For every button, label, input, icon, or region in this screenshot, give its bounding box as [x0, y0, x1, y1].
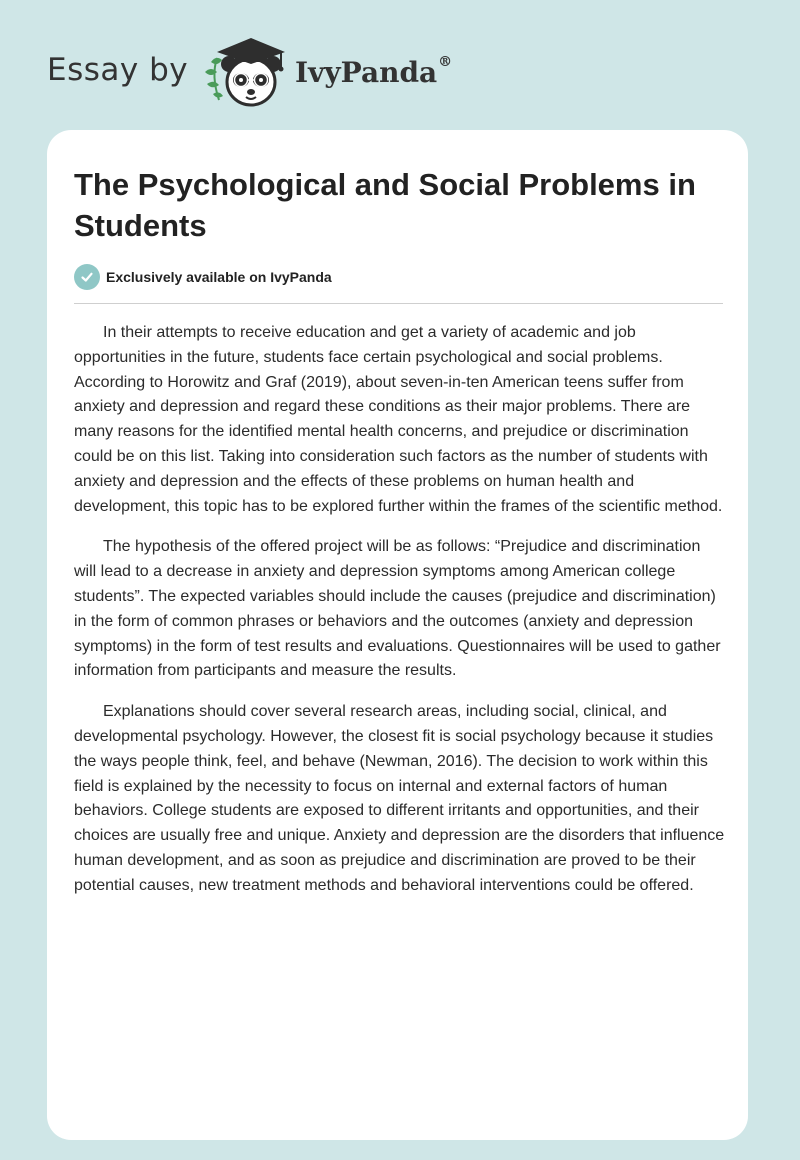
exclusive-badge-label: Exclusively available on IvyPanda [106, 269, 332, 285]
page-title: The Psychological and Social Problems in Students [74, 167, 696, 243]
paragraph: The hypothesis of the offered project will be as follows: “Prejudice and discrimination will lead to a decrease in anxiety and depression symptoms among American college students”. The expected variables should include the causes (prejudice and discrimination) in the form of common phrases or behaviors and the outcomes (anxiety and depression symptoms) in the form of test results and evaluations. Questionnaires will be used to gather information from participants and measure the results. [74, 538, 721, 680]
divider [74, 303, 723, 304]
essay-by-label: Essay by [47, 52, 189, 88]
panda-graduate-icon[interactable] [203, 34, 293, 110]
essay-body [74, 321, 725, 915]
site-header [47, 34, 547, 114]
registered-mark: ® [438, 54, 453, 70]
essay-card [47, 130, 748, 1140]
paragraph: In their attempts to receive education and get a variety of academic and job opportunities in the future, students face certain psychological and social problems. According to Horowitz and Graf (2019), about seven-in-ten American teens suffer from anxiety and depression and regard these conditions as their major problems. There are many reasons for the identified mental health concerns, and prejudice or discrimination could be on this list. Taking into consideration such factors as the number of students with anxiety and depression and the effects of these problems on human health and development, this topic has to be explored further within the frames of the scientific method. [74, 324, 723, 515]
brand-name[interactable] [295, 56, 452, 89]
check-icon [74, 264, 100, 290]
brand-text: IvyPanda [295, 56, 438, 89]
exclusive-badge [74, 264, 332, 290]
paragraph: Explanations should cover several research areas, including social, clinical, and developmental psychology. However, the closest fit is social psychology because it studies the ways people think, feel, and behave (Newman, 2016). The decision to work within this field is explained by the necessity to focus on internal and external factors of human behaviors. College students are exposed to different irritants and opportunities, and their choices are usually free and unique. Anxiety and depression are the disorders that influence human development, and as soon as prejudice and discrimination are proved to be their potential causes, new treatment methods and behavioral interventions could be offered. [74, 703, 725, 894]
